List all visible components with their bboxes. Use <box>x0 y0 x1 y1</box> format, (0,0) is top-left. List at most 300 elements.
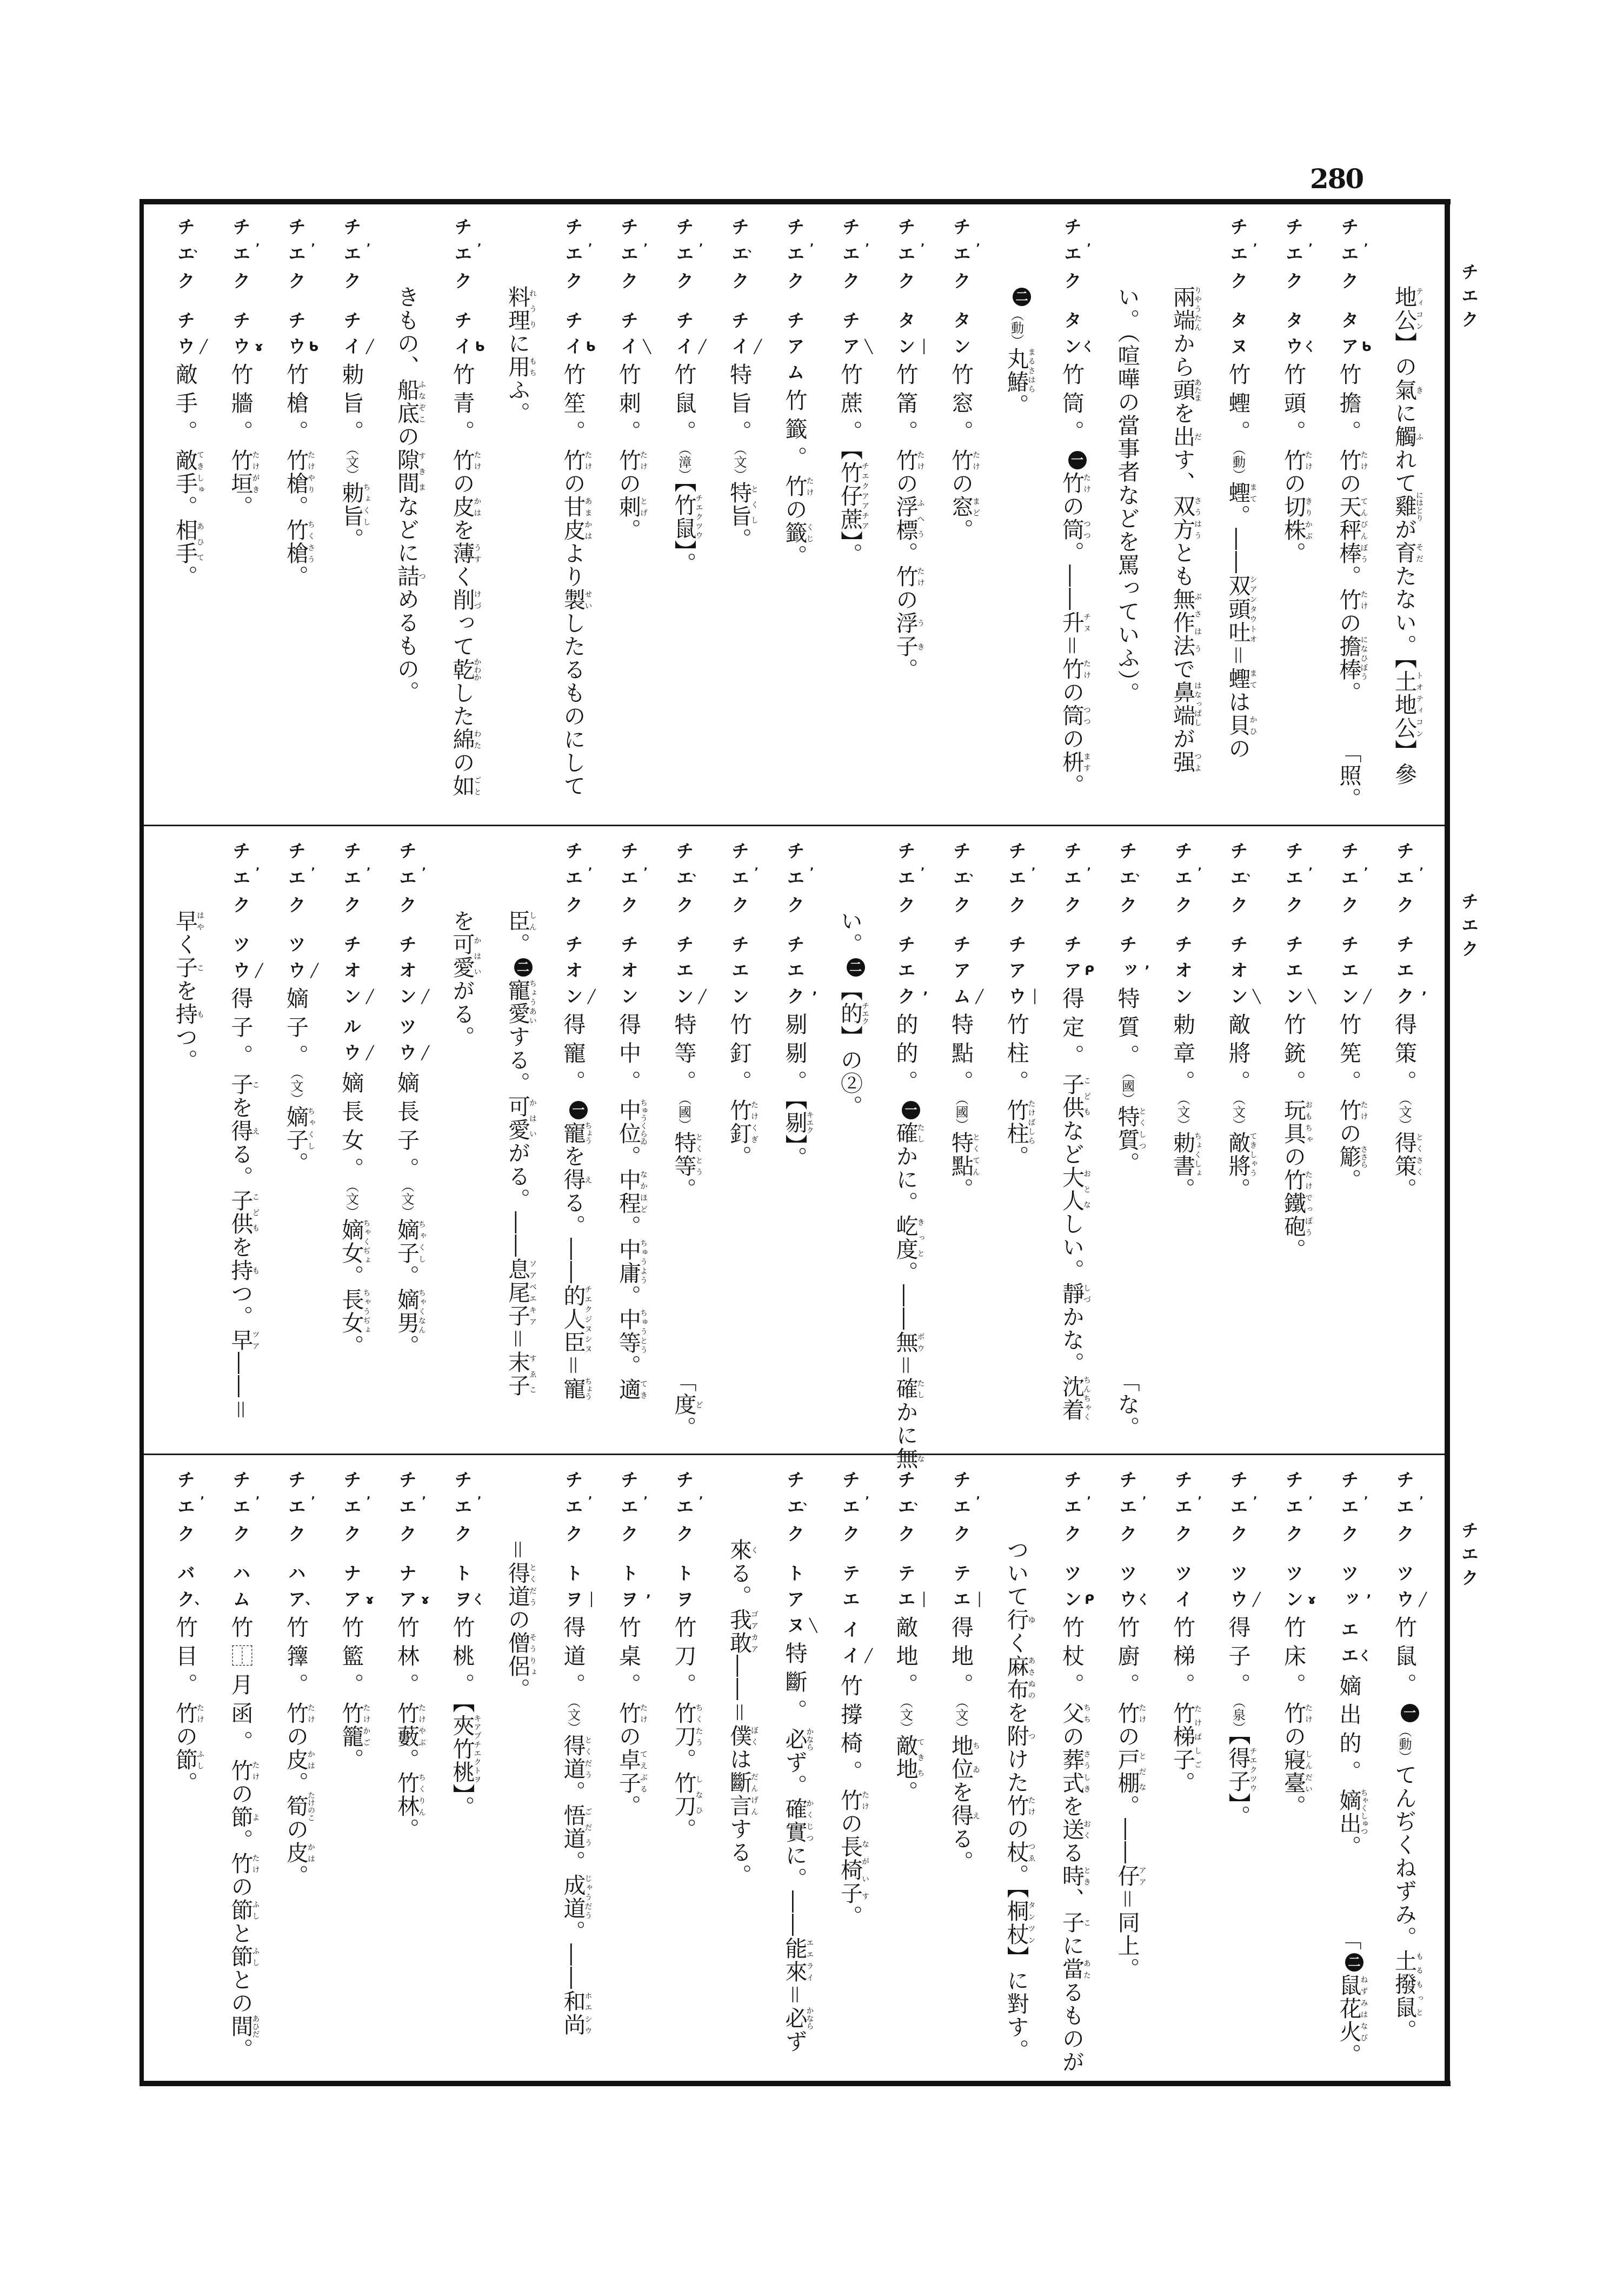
definition: 竹たけの籤くじ。 <box>781 475 814 568</box>
tone-mark: ʼ <box>588 865 593 878</box>
headword: 竹釘。 <box>726 1013 752 1099</box>
furigana: ぶさはう <box>1193 588 1202 658</box>
tone-mark: ʼ <box>255 1494 260 1507</box>
sense-number-badge: 二 <box>1013 288 1031 306</box>
entry-column <box>1380 841 1428 1201</box>
definition: 竹籠たけかご。 <box>338 1702 371 1771</box>
ruby-word: 筒つつ <box>1059 704 1091 727</box>
headword-kana-reading: ツイ <box>1172 1564 1193 1616</box>
furigana: てきしゅ <box>196 449 204 495</box>
headword-kana-reading: テエ │ <box>950 1564 983 1616</box>
headword-kana-prefix: チエク ʼ <box>396 1470 426 1551</box>
headword-kana-prefix: チエク ʼ <box>1227 1470 1258 1551</box>
headword-kana-prefix: チエク ʼ <box>673 217 703 298</box>
entry-column <box>161 217 209 588</box>
headword-kana-reading: チアム ╱ <box>950 935 983 1013</box>
continuation-column <box>161 910 209 1072</box>
furigana: チエクジヌシヌ <box>583 1284 593 1354</box>
ruby-word: 我敢ゴアカア <box>726 1608 759 1655</box>
furigana: ちゅうくらゐ <box>639 1099 648 1145</box>
entry-column <box>1159 1470 1206 1795</box>
ruby-word: 靜しづ <box>1059 1282 1091 1305</box>
headword: 得策。 <box>1391 1013 1417 1099</box>
ruby-word: 氣き <box>1391 379 1424 402</box>
ruby-word: 嫡子ちゃくし <box>394 1218 426 1265</box>
definition: （文）嫡女ちゃくぢょ。長女ちゃうぢょ。 <box>338 1186 371 1358</box>
sense-number-badge: 一 <box>1068 451 1087 469</box>
ruby-word: 可愛かはい <box>504 1095 537 1142</box>
furigana: も <box>251 1259 260 1282</box>
furigana: しん <box>528 910 537 933</box>
entry-column <box>1325 841 1373 1192</box>
ruby-word: 觸ふ <box>1391 425 1424 448</box>
headword-kana-reading: タン く <box>1061 311 1094 363</box>
ruby-word: 特等とくとう <box>670 1131 703 1178</box>
ruby-word: 隙間すきま <box>394 448 426 495</box>
running-head-label: チエク <box>1459 1521 1479 1592</box>
headword-kana-prefix: チエク ʼ <box>895 217 925 298</box>
furigana: てきしゃう <box>1248 1131 1258 1178</box>
furigana: ティ <box>1415 286 1424 309</box>
furigana: あた <box>1082 1957 1091 1981</box>
headword-kana-prefix: チエク ʼ <box>341 841 371 923</box>
headword-kana-reading: ハム <box>230 1564 251 1616</box>
continuation-text: 二（動）丸鰆まるさはら。 <box>1003 286 1029 417</box>
tone-mark: ʼ <box>1363 1494 1368 1507</box>
furigana: あひだ <box>251 2015 260 2038</box>
definition: 一寵ちょうを得える。――的人臣チエクジヌシヌ＝寵ちょう <box>560 1099 586 1401</box>
furigana: たけ <box>639 1702 648 1725</box>
headword: 特斷。 <box>781 1642 808 1728</box>
definition: 竹たけの天秤棒てんびんぼう。竹たけの擔棒になひぼう。 <box>1335 449 1368 705</box>
usage-tag: （動） <box>1396 1724 1412 1763</box>
headword-kana-reading: チエン <box>729 935 750 1013</box>
ruby-word: 双頭吐シアンタウトオ <box>1225 574 1258 644</box>
ruby-word: 竹たけ <box>227 1852 260 1875</box>
furigana: よ <box>251 1806 260 1829</box>
ruby-word: 桐杖タンツン <box>1003 1899 1036 1946</box>
ruby-word: 玩具おもちゃ <box>1280 1099 1313 1145</box>
ruby-word: 皮かは <box>449 495 482 519</box>
entry-column <box>272 1470 320 1888</box>
tone-mark: ʼ <box>1363 865 1368 878</box>
ruby-word: 薄うす <box>449 542 482 565</box>
furigana: かくじつ <box>805 1797 814 1844</box>
headword-kana-prefix: チエク ʼ <box>729 841 759 923</box>
furigana: だんげん <box>750 1771 759 1817</box>
headword: 剔剔。 <box>781 1013 808 1099</box>
tone-mark: ʼ <box>699 241 703 254</box>
furigana: ちくりん <box>417 1771 426 1818</box>
furigana: ささら <box>1359 1145 1368 1169</box>
continuation-column <box>494 910 541 1397</box>
ruby-word: 竹釘たけくぎ <box>726 1099 759 1145</box>
ruby-word: 麻布あさぬの <box>1003 1655 1036 1701</box>
furigana: ボウ <box>916 1331 925 1354</box>
furigana: ごだう <box>583 1804 593 1850</box>
definition: 【夾竹桃キアプチエクトヲ】。 <box>449 1702 482 1819</box>
definition: 竹たけの節よ。竹たけの節ふしと節ふしとの間あひだ。 <box>227 1759 260 2061</box>
headword-kana-prefix: チエク 、 <box>1227 841 1258 923</box>
continuation-column <box>1103 286 1151 705</box>
entry-column <box>715 841 763 1169</box>
furigana: そうりょ <box>528 1631 537 1678</box>
ruby-word: 擔棒になひぼう <box>1335 635 1368 681</box>
usage-tag: （動） <box>1008 308 1024 347</box>
headword: 竹目。 <box>172 1616 198 1702</box>
furigana: たけ <box>307 1702 315 1725</box>
definition: （漳）【竹鼠チエクツウ】。 <box>670 449 703 575</box>
tone-mark: ʼ <box>422 865 426 878</box>
furigana: たけ <box>251 1759 260 1782</box>
definition: （文）敵地てきち。 <box>892 1702 925 1804</box>
headword-kana-reading: トヲ <box>673 1564 695 1616</box>
definition: 竹垣たけがき。 <box>227 449 260 519</box>
ruby-word: 竹たけ <box>1280 449 1313 472</box>
furigana: とくとう <box>694 1131 703 1178</box>
headword-kana-reading: チッ ʼ <box>1116 935 1150 987</box>
headword-kana-reading: ツウ ╱ <box>285 935 318 987</box>
headword-kana-reading: ツウ ╱ <box>1227 1564 1261 1616</box>
headword-kana-reading: チア ᑭ <box>1061 935 1094 987</box>
headword-kana-reading: チイ ╱ <box>341 311 374 363</box>
furigana: たけ <box>1304 1702 1313 1725</box>
ruby-word: 公コン <box>1391 309 1424 332</box>
continuation-text: きもの、船底ふなぞこの隙間すきまなどに詰つめるもの。 <box>394 286 426 704</box>
furigana: しんだい <box>1304 1748 1313 1795</box>
definition: 竹たけの簓ささら。 <box>1335 1099 1368 1192</box>
furigana: ど <box>694 1393 703 1416</box>
definition: 一（動）てんぢくねずみ。土撥鼠もるもっと。 <box>1391 1702 1417 2042</box>
furigana: コン <box>1415 309 1424 332</box>
furigana: おとな <box>1082 1166 1091 1212</box>
furigana: てきち <box>916 1734 925 1781</box>
ruby-word: 戸棚とだな <box>1114 1748 1147 1795</box>
furigana: りやうたん <box>1193 286 1202 332</box>
tone-mark: ʼ <box>920 865 925 878</box>
entry-column <box>1103 841 1151 1175</box>
ruby-word: 長椅子ながいす <box>837 1835 869 1905</box>
headword-kana-reading: チイ ╱ <box>673 311 707 363</box>
definition: （文）特旨とくし。 <box>726 449 759 551</box>
furigana: こども <box>1082 1073 1091 1119</box>
headword-kana-prefix: チエク ʼ <box>1172 1470 1202 1551</box>
ruby-word: 如ごと <box>449 774 482 798</box>
ruby-word: 僧侶そうりょ <box>504 1631 537 1678</box>
tone-mark: ʼ <box>477 241 482 254</box>
furigana: く <box>750 1538 759 1562</box>
furigana: つつ <box>1082 704 1091 727</box>
tone-mark: ʼ <box>1087 865 1091 878</box>
furigana: たけでっぽう <box>1304 1169 1313 1238</box>
furigana: かなら <box>805 2007 814 2030</box>
ruby-word: 竹鼠チエクツウ <box>670 493 703 540</box>
tone-mark: ᑲ <box>1361 339 1372 354</box>
tone-mark: く <box>471 1592 485 1607</box>
definition: （泉）【得子チエクツウ】。 <box>1225 1702 1258 1828</box>
usage-tag: （文） <box>1396 1099 1412 1131</box>
continuation-text: 早はやく子こを持もつ。 <box>172 910 204 1072</box>
furigana: たけのこ <box>307 1791 315 1822</box>
ruby-word: 持も <box>227 1259 260 1282</box>
tone-mark: ╱ <box>255 963 263 978</box>
tone-mark: ʼ <box>1419 1494 1424 1507</box>
headword-kana-prefix: チエク ʼ <box>1394 841 1424 923</box>
ruby-word: 貝かひ <box>1225 714 1258 737</box>
headword-kana-reading: チイ ᑲ <box>562 311 596 363</box>
furigana: たけ <box>196 1702 204 1725</box>
furigana: こ <box>1082 1911 1091 1934</box>
furigana: キエク <box>805 1111 814 1134</box>
headword-kana-reading: ツウ く <box>1116 1564 1150 1616</box>
definition: 中位ちゅうくらゐ。中程なかほど。中庸ちゅうよう。中等ちゅうとう。適てき <box>615 1099 648 1401</box>
ruby-word: 竹たけ <box>1335 588 1368 612</box>
usage-tag: （文） <box>399 1186 414 1218</box>
furigana: たけかご <box>362 1702 371 1748</box>
headword-kana-prefix: チエク ʼ <box>1283 1470 1313 1551</box>
tone-mark: ɤ <box>421 1592 429 1607</box>
furigana: チエクアアチア <box>861 461 869 531</box>
furigana: かは <box>473 495 482 519</box>
furigana: たし <box>916 1122 925 1145</box>
ruby-word: 强つよ <box>1169 751 1202 774</box>
furigana: とだな <box>1138 1748 1147 1795</box>
ruby-word: 綿わた <box>449 728 482 751</box>
entry-column <box>715 217 763 551</box>
headword-kana-prefix: チエク ʼ <box>1338 841 1368 923</box>
furigana: けづ <box>473 588 482 612</box>
furigana: あひて <box>196 519 204 565</box>
ruby-word: 適てき <box>615 1378 648 1401</box>
entry-column <box>1214 841 1262 1201</box>
entry-column <box>882 1470 929 1804</box>
tone-mark: ╱ <box>1419 1592 1427 1607</box>
headword: 竹桌。 <box>615 1616 641 1702</box>
headword-kana-reading: チエン ╱ <box>1338 935 1372 1013</box>
headword: 竹鼠。 <box>1391 1616 1417 1702</box>
headword: 竹撐椅。 <box>837 1674 863 1789</box>
ruby-word: 簓ささら <box>1335 1145 1368 1169</box>
tone-mark: ╱ <box>366 339 374 354</box>
ruby-word: 節ふし <box>227 1899 260 1922</box>
entry-column <box>1269 841 1317 1262</box>
headword-kana-prefix: チエク ʼ <box>562 217 593 298</box>
tone-mark: く <box>1081 339 1094 354</box>
furigana: ふし <box>196 1748 204 1771</box>
furigana: たけ <box>1082 658 1091 681</box>
furigana: ちんちゃく <box>1082 1375 1091 1422</box>
headword-kana-reading: タア ᑲ <box>1338 311 1372 363</box>
furigana: ちち <box>1082 1702 1091 1725</box>
headword-kana-prefix: チエク ʼ <box>451 1470 482 1551</box>
headword-kana-reading: チエク ʼ <box>1394 935 1427 1013</box>
continuation-text: 地ティ公コン】の氣きに觸ふれて雞にはとりが育そだたない。【土地公トオティコン】參 <box>1391 286 1424 786</box>
furigana: つつ <box>1082 518 1091 541</box>
headword-kana-prefix: チエク ʼ <box>784 217 814 298</box>
ruby-word: 鼠花火ねずみはなび <box>1335 1974 1368 2043</box>
tone-mark: ╱ <box>588 989 596 1004</box>
ruby-word: 竹たけ <box>560 449 593 472</box>
headword-kana-reading-2: ツウ ╱ <box>396 1017 429 1069</box>
tone-mark: ╱ <box>366 1045 374 1060</box>
ruby-word: 勅書ちょくしょ <box>1169 1131 1202 1178</box>
ruby-word: 子こ <box>172 956 204 979</box>
furigana: だ <box>1193 425 1202 448</box>
headword: 竹柱。 <box>1003 1013 1029 1099</box>
furigana: たけ <box>1359 449 1368 472</box>
ruby-word: 悟道ごだう <box>560 1804 593 1850</box>
frame-border-right <box>1445 199 1450 2086</box>
ruby-word: 料理れうり <box>504 286 537 332</box>
furigana: たけ <box>639 449 648 472</box>
definition: （文）嫡子ちゃくし。嫡男ちゃくなん。 <box>394 1186 426 1358</box>
headword: 竹刺。 <box>615 363 641 449</box>
tone-mark: ɤ <box>1307 1592 1316 1607</box>
furigana: タンツン <box>1027 1899 1036 1946</box>
headword: 竹⿰月函。 <box>227 1616 254 1759</box>
sense-number-badge: 二 <box>514 958 533 977</box>
ruby-word: 杖つゑ <box>1003 1841 1036 1864</box>
definition: （國）特點とくてん。 <box>948 1099 980 1201</box>
furigana: にはとり <box>1415 491 1424 522</box>
entry-column <box>1269 217 1317 565</box>
tone-mark: ʼ <box>366 241 371 254</box>
tone-mark: ʼ <box>366 1494 371 1507</box>
furigana: たけやぶ <box>417 1702 426 1748</box>
tone-mark: ɤ <box>365 1592 374 1607</box>
ruby-word: 能來エエライ <box>781 1937 814 1983</box>
definition: 竹釘たけくぎ。 <box>726 1099 759 1169</box>
definition: 父ちちの葬式さうしきを送おくる時とき、子こに當あたるものが <box>1059 1702 1091 2074</box>
ruby-word: 寵ちょう <box>560 1122 593 1145</box>
headword-kana-prefix: チエク ʼ <box>285 1470 315 1551</box>
furigana: てき <box>639 1378 648 1401</box>
headword-kana-reading: ツッ ʼ <box>1338 1564 1372 1616</box>
tone-mark: ʼ <box>311 1494 315 1507</box>
tone-mark: │ <box>1031 989 1039 1004</box>
tone-mark: ╱ <box>754 339 762 354</box>
headword-kana-prefix: チエク ʼ <box>341 1470 371 1551</box>
furigana: てんびんぼう <box>1359 495 1368 565</box>
headword-kana-reading: トヲ く <box>451 1564 485 1616</box>
furigana: そだ <box>1415 541 1424 565</box>
furigana: ちゃくなん <box>417 1288 426 1335</box>
furigana: おもちゃ <box>1304 1099 1313 1145</box>
continuation-text: を可愛かはいがる。 <box>449 910 482 1049</box>
overflow-fragment: 「度ど。 <box>670 1370 703 1439</box>
tone-mark: ╱ <box>421 989 429 1004</box>
furigana: ゴアカア <box>750 1608 759 1655</box>
ruby-word: 敵將てきしゃう <box>1225 1131 1258 1178</box>
ruby-word: 竹たけ <box>892 565 925 588</box>
ruby-word: 竹梯子たけばしご <box>1169 1702 1202 1771</box>
headword: 得中。 <box>615 1013 641 1099</box>
definition: 竹たけの節ふし。 <box>172 1702 204 1795</box>
ruby-word: 竹たけ <box>615 449 648 472</box>
continuation-text: い。二【的チエク】の②。 <box>837 910 869 1118</box>
ruby-word: 相手あひて <box>172 519 204 565</box>
headword: 特旨。 <box>726 363 752 449</box>
headword-kana-prefix: チエク 、 <box>1116 841 1147 923</box>
definition: （文）地位ちゐを得える。 <box>948 1702 980 1874</box>
tone-mark: ʼ <box>1253 241 1258 254</box>
usage-tag: （文） <box>1175 1099 1190 1131</box>
entry-column <box>1048 217 1095 797</box>
tone-mark: │ <box>588 1592 596 1607</box>
tone-mark: ʼ <box>1145 963 1150 978</box>
headword: 敵將。 <box>1225 1013 1251 1099</box>
tone-mark: 、 <box>1135 865 1147 878</box>
furigana: かわか <box>473 658 482 681</box>
entry-column <box>604 841 652 1401</box>
headword-kana-reading: チオン ╱ <box>341 935 374 1013</box>
ruby-word: 長女ちゃうぢょ <box>338 1288 371 1335</box>
ruby-word: 竹たけ <box>1059 658 1091 681</box>
furigana: ふ <box>1415 425 1424 448</box>
tone-mark: ʼ <box>588 1494 593 1507</box>
headword: 嫡出的。 <box>1335 1674 1362 1789</box>
furigana: ちゃくしゅつ <box>1359 1789 1368 1835</box>
headword-kana-reading: ツウ ╱ <box>1394 1564 1427 1616</box>
definition: （文）嫡子ちゃくし。 <box>283 1073 315 1175</box>
headword-kana-prefix: チエク ʼ <box>562 841 593 923</box>
furigana: ちくたう <box>694 1702 703 1748</box>
ruby-word: 屹度きっと <box>892 1215 925 1261</box>
ruby-word: 早ツア <box>227 1329 260 1352</box>
definition: （文）得道とくだう。悟道ごだう。成道じゃうだう。――和尚ホエシウ <box>560 1702 593 2036</box>
tone-mark: く <box>1358 1648 1372 1663</box>
definition: 竹たけの皮かは。筍たけのこの皮かは。 <box>283 1702 315 1888</box>
furigana: たけ <box>805 475 814 498</box>
furigana: こ <box>251 1073 260 1096</box>
furigana: せい <box>583 588 593 612</box>
headword-kana-reading: ツン ɤ <box>1283 1564 1316 1616</box>
tone-mark: ʼ <box>422 1494 426 1507</box>
tone-mark: ╱ <box>199 339 208 354</box>
definition: 必かならず。確實かくじつに。――能來エエライ＝必かならず <box>781 1728 814 2053</box>
headword-kana-reading: ツン ᑭ <box>1061 1564 1094 1616</box>
headword-kana-reading: チエク ʼ <box>784 935 817 1013</box>
tone-mark: ʼ <box>865 241 869 254</box>
tone-mark: ʼ <box>366 865 371 878</box>
ruby-word: 中等ちゅうとう <box>615 1308 648 1355</box>
ruby-word: 皮かは <box>283 1748 315 1771</box>
furigana: あまかは <box>583 495 593 542</box>
headword-kana-prefix: チエク ʼ <box>1172 841 1202 923</box>
headword: 竹籜。 <box>283 1616 309 1702</box>
definition: （動）蟶まて。――双頭吐シアンタウトオ＝蟶まては貝かひの <box>1225 449 1258 760</box>
tone-mark: ╱ <box>310 963 318 978</box>
ruby-word: 浮標ふへう <box>892 495 925 542</box>
furigana: ちくさう <box>307 519 315 565</box>
ruby-word: 出だ <box>1169 425 1202 448</box>
tone-mark: ᑭ <box>1085 1592 1094 1607</box>
definition: 一確たしかに。屹度きっと。――無ボウ＝確たしかに無な <box>893 1099 919 1470</box>
entry-column <box>1214 1470 1262 1828</box>
headword-kana-reading: チエン ╱ <box>673 935 707 1013</box>
usage-tag: （泉） <box>1230 1702 1246 1734</box>
ruby-word: 蟶まて <box>1225 667 1258 691</box>
headword-kana-prefix: チエク ʼ <box>230 217 260 298</box>
definition: 竹刀ちくたう。竹刀しなひ。 <box>670 1702 703 1841</box>
ruby-word: 竹たけ <box>449 449 482 472</box>
tone-mark: ╱ <box>1253 1592 1261 1607</box>
entry-column <box>383 1470 430 1841</box>
furigana: うき <box>916 612 925 658</box>
headword-kana-reading: トヲ ʼ <box>618 1564 651 1616</box>
ruby-word: 寢臺しんだい <box>1280 1748 1313 1795</box>
ruby-word: 刺とげ <box>615 495 648 519</box>
